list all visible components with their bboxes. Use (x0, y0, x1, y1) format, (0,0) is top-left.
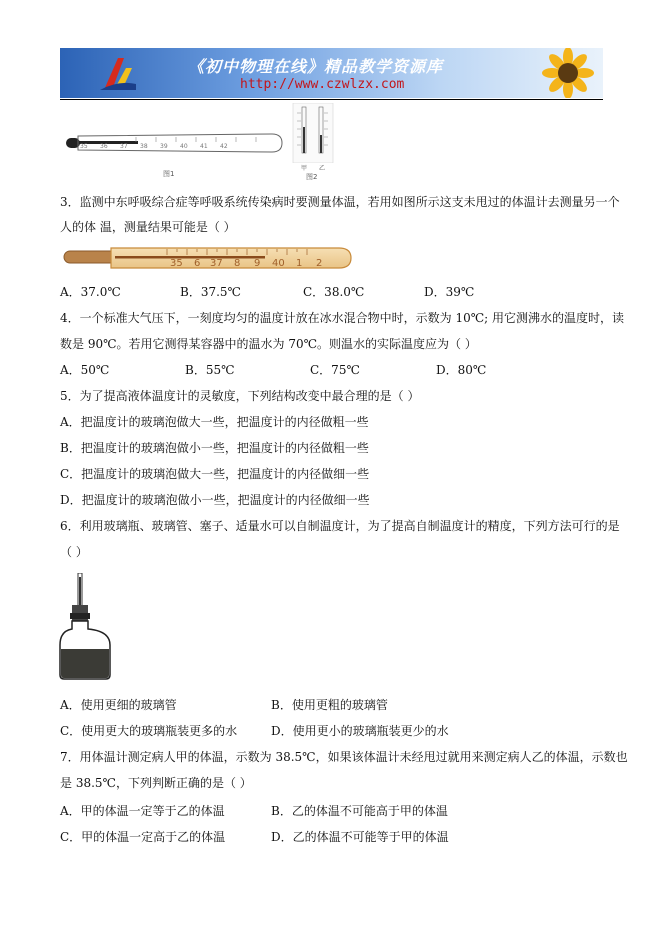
q4-stem-line1: 4．一个标准大气压下，一刻度均匀的温度计放在冰水混合物中时，示数为 10℃; 用它测沸水的温度时，读 (60, 311, 625, 325)
q3-stem-line1: 3．监测中东呼吸综合症等呼吸系统传染病时要测量体温，若用如图所示这支未甩过的体温计去测量另一个 (60, 195, 620, 209)
thermometer-figure-2 (291, 103, 335, 163)
banner-title: 《初中物理在线》精品教学资源库 (188, 57, 444, 76)
fig1-tick: 38 (140, 143, 148, 150)
q4-option-b[interactable]: B．55℃ (185, 363, 235, 377)
q3-option-c[interactable]: C．38.0℃ (303, 285, 365, 299)
q7-option-d[interactable]: D．乙的体温不可能等于甲的体温 (271, 830, 449, 844)
header-banner (60, 48, 603, 98)
q3-option-a[interactable]: A．37.0℃ (60, 285, 121, 299)
fig2-label-jia: 甲 (301, 165, 308, 172)
fig2-label-yi: 乙 (319, 165, 326, 172)
q3-scale (170, 258, 340, 270)
q3-tick: 35 (170, 258, 183, 269)
q7-option-c[interactable]: C．甲的体温一定高于乙的体温 (60, 830, 226, 844)
q4-stem-line2: 数是 90℃。若用它测得某容器中的温水为 70℃。则温水的实际温度应为（ ） (60, 337, 477, 351)
q6-stem-line1: 6．利用玻璃瓶、玻璃管、塞子、适量水可以自制温度计，为了提高自制温度计的精度，下列方法可行的是 (60, 519, 620, 533)
q6-stem-line2: （ ） (60, 545, 88, 559)
fig1-scale (80, 143, 280, 152)
q4-option-a[interactable]: A．50℃ (60, 363, 110, 377)
q3-stem-line2: 人的体 温，测量结果可能是（ ） (60, 220, 236, 234)
q3-tick: 8 (234, 258, 241, 269)
q3-tick: 9 (254, 258, 261, 269)
fig1-tick: 41 (200, 143, 208, 150)
q7-stem-line1: 7．用体温计测定病人甲的体温，示数为 38.5℃，如果该体温计未经甩过就用来测定病人乙的体温，示数也 (60, 750, 628, 764)
q5-option-c[interactable]: C．把温度计的玻璃泡做大一些，把温度计的内径做细一些 (60, 467, 370, 481)
q7-option-a[interactable]: A．甲的体温一定等于乙的体温 (60, 804, 225, 818)
fig1-tick: 36 (100, 143, 108, 150)
banner-url[interactable]: http://www.czwlzx.com (240, 77, 405, 92)
q5-option-a[interactable]: A．把温度计的玻璃泡做大一些，把温度计的内径做粗一些 (60, 415, 369, 429)
fig1-tick: 42 (220, 143, 228, 150)
q5-option-b[interactable]: B．把温度计的玻璃泡做小一些，把温度计的内径做粗一些 (60, 441, 369, 455)
q4-option-c[interactable]: C．75℃ (310, 363, 360, 377)
header-rule (60, 99, 603, 100)
q4-option-d[interactable]: D．80℃ (436, 363, 487, 377)
q7-stem-line2: 是 38.5℃，下列判断正确的是（ ） (60, 776, 252, 790)
q6-option-a[interactable]: A．使用更细的玻璃管 (60, 698, 177, 712)
logo-icon (96, 54, 140, 94)
fig1-tick: 39 (160, 143, 168, 150)
q6-option-d[interactable]: D．使用更小的玻璃瓶装更少的水 (271, 724, 449, 738)
q5-option-d[interactable]: D．把温度计的玻璃泡做小一些，把温度计的内径做细一些 (60, 493, 370, 507)
fig1-tick: 35 (80, 143, 88, 150)
fig2-caption: 图2 (306, 173, 318, 181)
q3-option-b[interactable]: B．37.5℃ (180, 285, 241, 299)
fig1-tick: 37 (120, 143, 128, 150)
q7-option-b[interactable]: B．乙的体温不可能高于甲的体温 (271, 804, 448, 818)
fig1-caption: 图1 (163, 170, 175, 178)
bottle-thermometer-figure (58, 573, 118, 681)
q6-option-b[interactable]: B．使用更粗的玻璃管 (271, 698, 388, 712)
q3-tick: 1 (296, 258, 303, 269)
q5-stem: 5．为了提高液体温度计的灵敏度，下列结构改变中最合理的是（ ） (60, 389, 420, 403)
fig1-tick: 40 (180, 143, 188, 150)
q3-tick: 40 (272, 258, 285, 269)
q3-tick: 2 (316, 258, 323, 269)
q3-tick: 37 (210, 258, 223, 269)
q3-tick: 6 (194, 258, 201, 269)
q6-option-c[interactable]: C．使用更大的玻璃瓶装更多的水 (60, 724, 238, 738)
q3-option-d[interactable]: D．39℃ (424, 285, 475, 299)
sunflower-icon (528, 48, 603, 98)
